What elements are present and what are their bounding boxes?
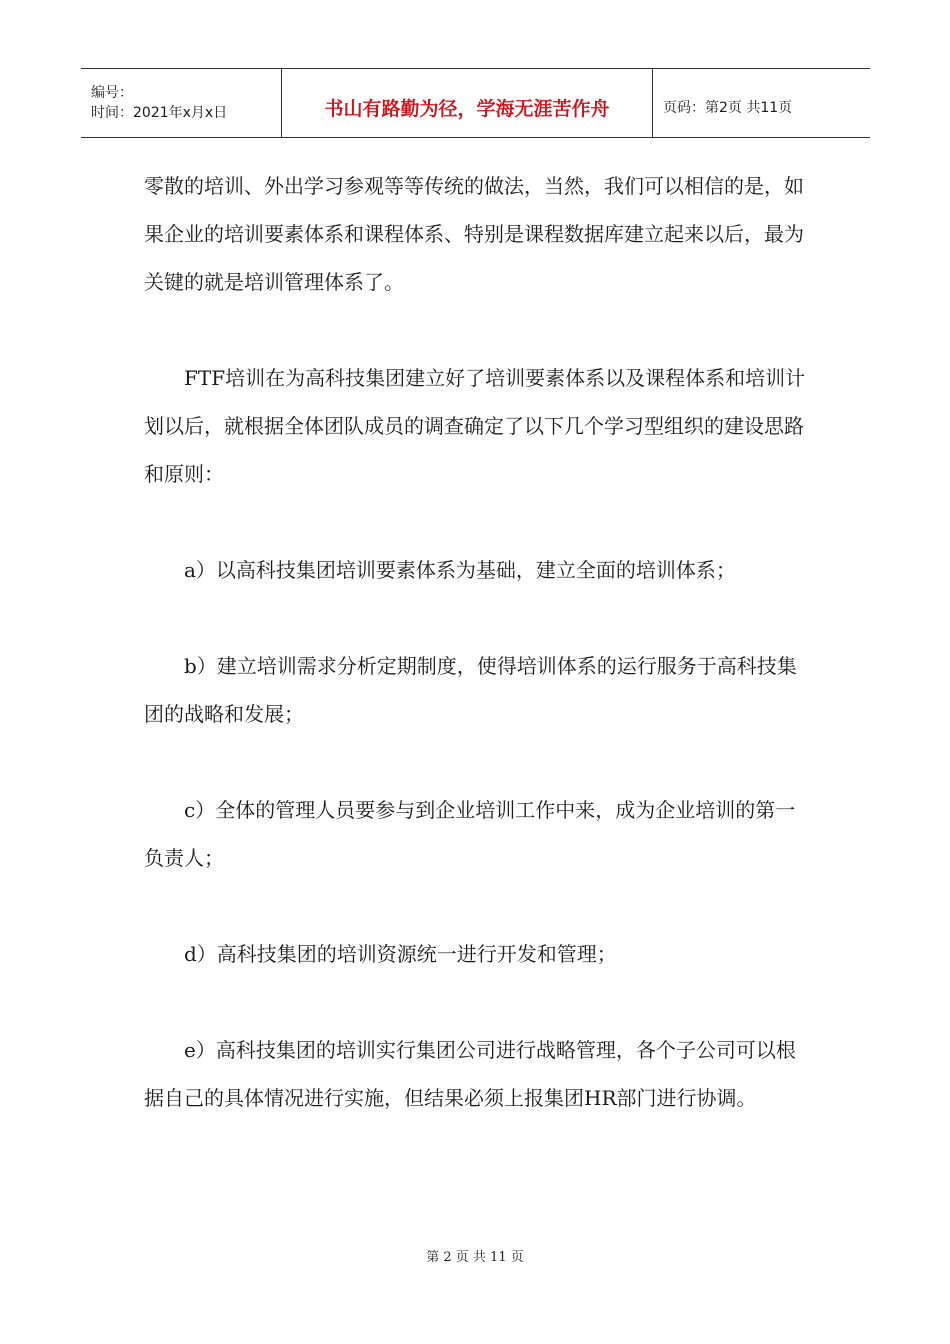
list-item-b: b）建立培训需求分析定期制度，使得培训体系的运行服务于高科技集团的战略和发展； xyxy=(144,654,797,726)
page-footer: 第 2 页 共 11 页 xyxy=(426,1250,524,1265)
header-meta xyxy=(81,69,281,137)
serial-label: 编号： xyxy=(91,85,133,101)
page-header xyxy=(81,68,870,138)
document-body xyxy=(144,162,808,1170)
time-label: 时间：2021年x月x日 xyxy=(91,105,228,121)
paragraph-intro-continued: 零散的培训、外出学习参观等等传统的做法，当然，我们可以相信的是，如果企业的培训要素体系和课程体系、特别是课程数据库建立起来以后，最为关键的就是培训管理体系了。 xyxy=(144,174,804,294)
header-page-info: 页码：第2页 共11页 xyxy=(663,100,793,116)
list-item-a: a）以高科技集团培训要素体系为基础，建立全面的培训体系； xyxy=(184,558,736,582)
list-item-c: c）全体的管理人员要参与到企业培训工作中来，成为企业培训的第一负责人； xyxy=(144,798,796,870)
header-motto: 书山有路勤为径，学海无涯苦作舟 xyxy=(281,69,653,137)
list-item-d: d）高科技集团的培训资源统一进行开发和管理； xyxy=(184,942,617,966)
list-item-e: e）高科技集团的培训实行集团公司进行战略管理，各个子公司可以根据自己的具体情况进行实施，但结果必须上报集团HR部门进行协调。 xyxy=(144,1038,796,1110)
paragraph-ftf: FTF培训在为高科技集团建立好了培训要素体系以及课程体系和培训计划以后，就根据全体团队成员的调查确定了以下几个学习型组织的建设思路和原则： xyxy=(144,366,806,486)
